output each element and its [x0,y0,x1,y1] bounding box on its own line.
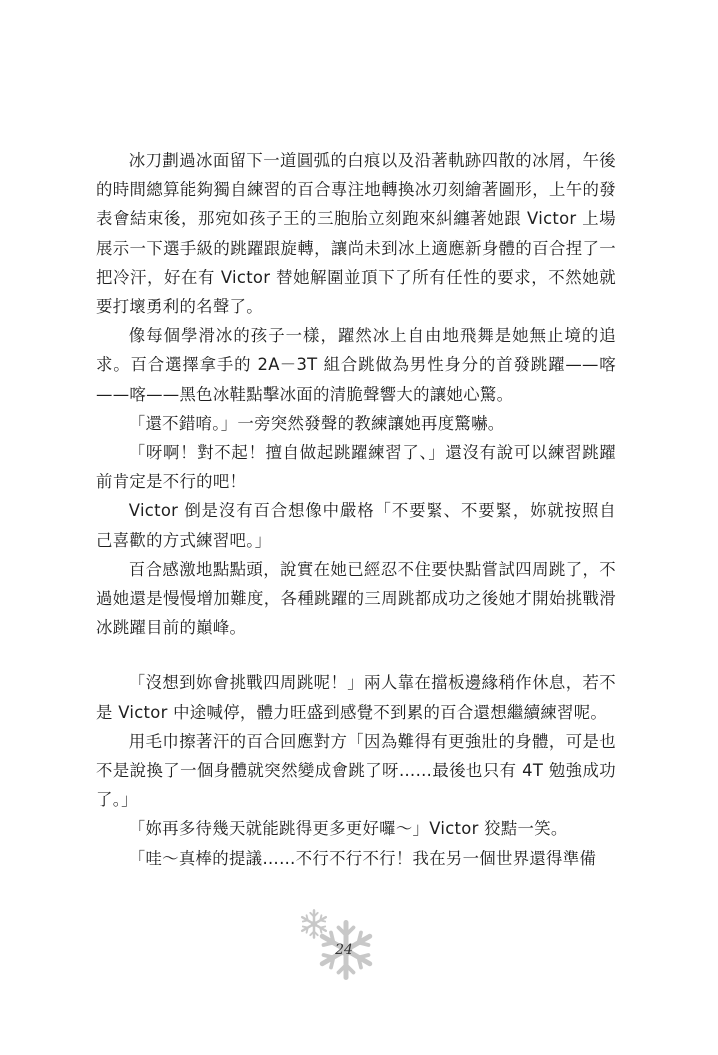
paragraph: 「呀啊！對不起！擅自做起跳躍練習了、」還沒有說可以練習跳躍前肯定是不行的吧！ [96,443,616,492]
page-footer [290,902,390,987]
paragraph: 用毛巾擦著汗的百合回應對方「因為難得有更強壯的身體，可是也不是說換了一個身體就突然變成會跳了呀……最後也只有 4T 勉強成功了。」 [96,731,616,810]
paragraph: 「沒想到妳會挑戰四周跳呢！」兩人靠在擋板邊緣稍作休息，若不是 Victor 中途喊停，體力旺盛到感覺不到累的百合還想繼續練習呢。 [96,673,616,722]
paragraph: 百合感激地點點頭，說實在她已經忍不住要快點嘗試四周跳了，不過她還是慢慢增加難度，各種跳躍的三周跳都成功之後她才開始挑戰滑冰跳躍目前的巔峰。 [96,559,616,638]
section-break [96,642,616,668]
paragraph: Victor 倒是沒有百合想像中嚴格「不要緊、不要緊，妳就按照自己喜歡的方式練習吧。」 [96,501,616,550]
paragraph: 「妳再多待幾天就能跳得更多更好囉～」Victor 狡黠一笑。 [128,819,568,839]
paragraph: 「還不錯唷。」一旁突然發聲的教練讓她再度驚嚇。 [128,413,505,433]
page-number: 24 [335,942,353,958]
paragraph: 冰刀劃過冰面留下一道圓弧的白痕以及沿著軌跡四散的冰屑，午後的時間總算能夠獨自練習的百合專注地轉換冰刃刻繪著圖形，上午的發表會結束後，那宛如孩子王的三胞胎立刻跑來糾纏著她跟 Victor 上場展示一下選手級的跳躍跟旋轉，讓尚未到冰上適應新身體的百合捏了一把冷汗，好在有 Victor 替她解圍並頂下了所有任性的要求，不然她就要打壞勇利的名聲了。 [96,151,616,317]
paragraph: 像每個學滑冰的孩子一樣，躍然冰上自由地飛舞是她無止境的追求。百合選擇拿手的 2A－3T 組合跳做為男性身分的首發跳躍——喀——喀——黑色冰鞋點擊冰面的清脆聲響大的讓她心驚。 [96,326,616,404]
body-text [96,146,616,873]
paragraph: 「哇～真棒的提議……不行不行不行！我在另一個世界還得準備 [128,848,597,868]
